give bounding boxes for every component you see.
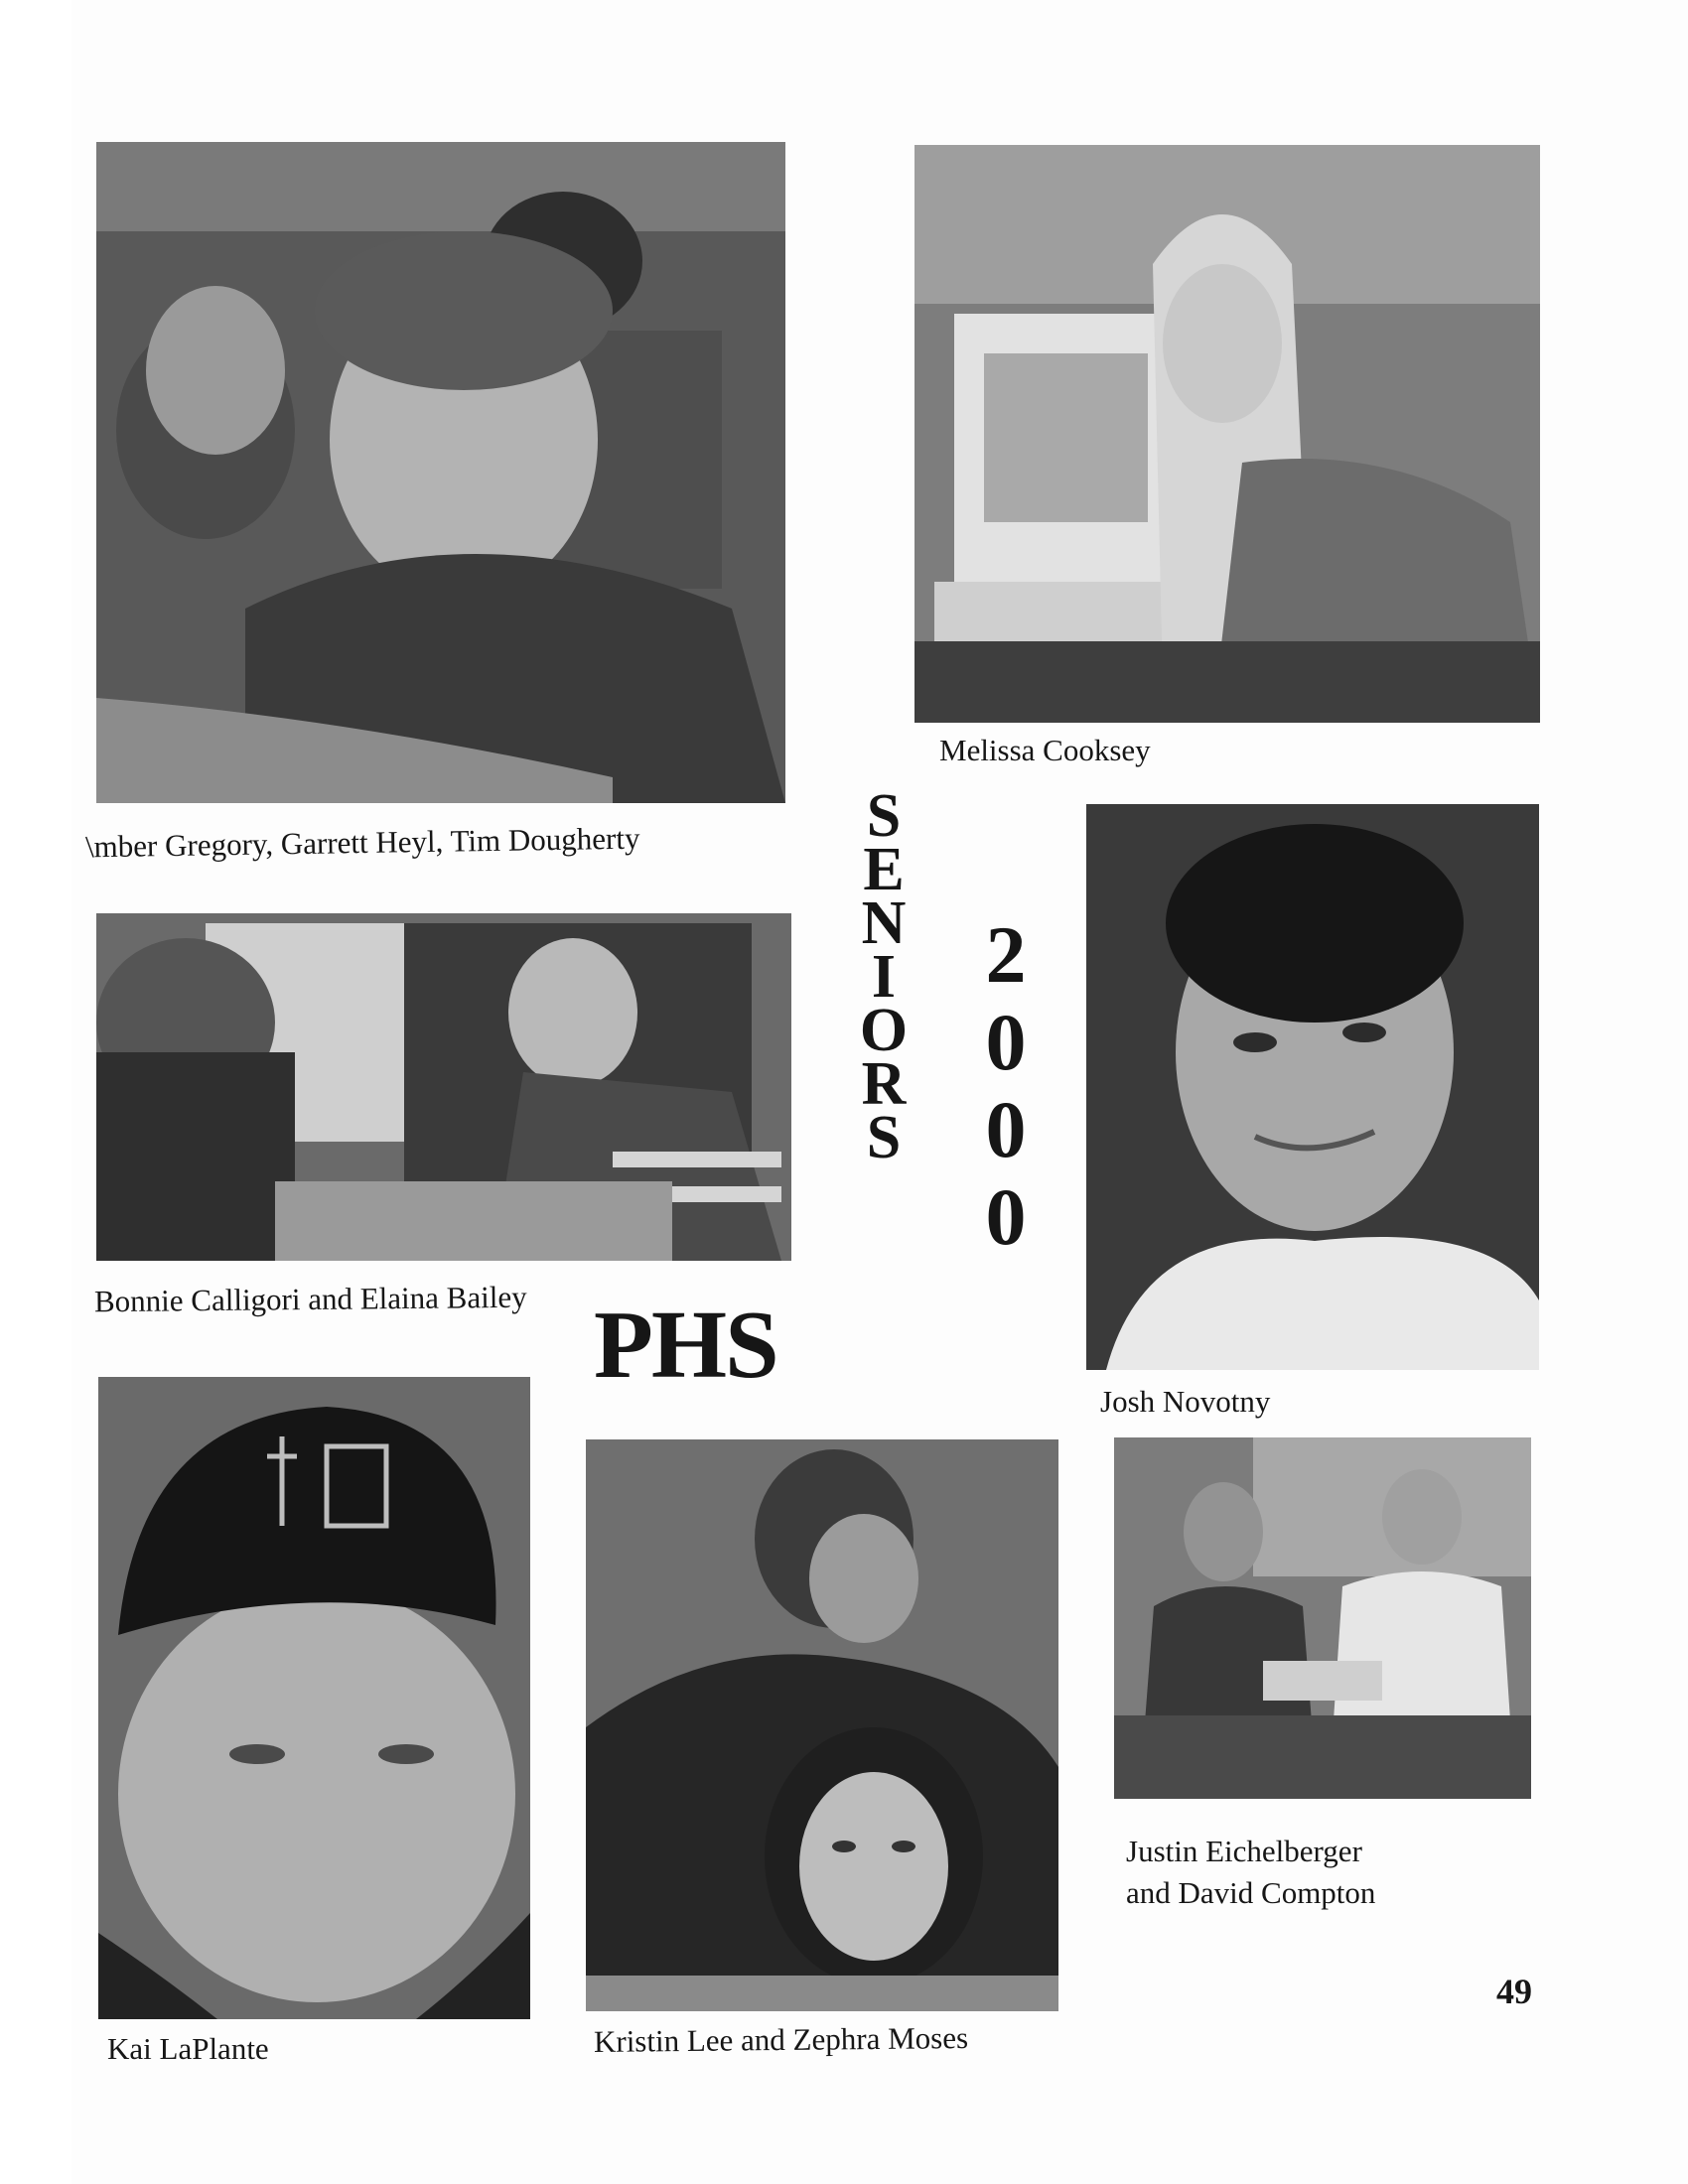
caption-justin-david-line1: Justin Eichelberger [1126,1834,1362,1868]
school-name: PHS [594,1292,777,1399]
caption-melissa-cooksey: Melissa Cooksey [939,733,1151,767]
scan-margin [0,0,71,2184]
year-title [971,911,1041,1261]
caption-amber-garrett-tim: \mber Gregory, Garrett Heyl, Tim Dougherty [84,820,640,865]
photo-bonnie-elaina [96,913,791,1261]
year-digit: 0 [985,997,1027,1087]
photo-kristin-zephra [586,1439,1058,2011]
seniors-title [854,782,914,1171]
page-number: 49 [1496,1972,1532,2011]
year-digit: 0 [985,1171,1027,1262]
seniors-letter: I [871,943,897,1011]
caption-justin-david-line2: and David Compton [1126,1875,1376,1910]
photo-josh-novotny [1086,804,1539,1370]
seniors-letter: R [861,1050,907,1118]
seniors-letter: O [859,997,909,1064]
year-digit: 2 [985,909,1027,1000]
seniors-letter: N [861,889,907,957]
photo-justin-david [1114,1437,1531,1799]
caption-bonnie-elaina: Bonnie Calligori and Elaina Bailey [93,1279,527,1319]
caption-kai-laplante: Kai LaPlante [107,2031,269,2066]
photo-melissa-cooksey [914,145,1540,723]
seniors-letter: E [863,836,905,903]
caption-josh-novotny: Josh Novotny [1100,1384,1271,1419]
year-digit: 0 [985,1084,1027,1174]
photo-kai-laplante [98,1377,530,2019]
seniors-letter: S [866,782,902,850]
seniors-letter: S [866,1104,902,1171]
caption-kristin-zephra: Kristin Lee and Zephra Moses [593,2020,969,2059]
photo-amber-garrett-tim [96,142,785,803]
